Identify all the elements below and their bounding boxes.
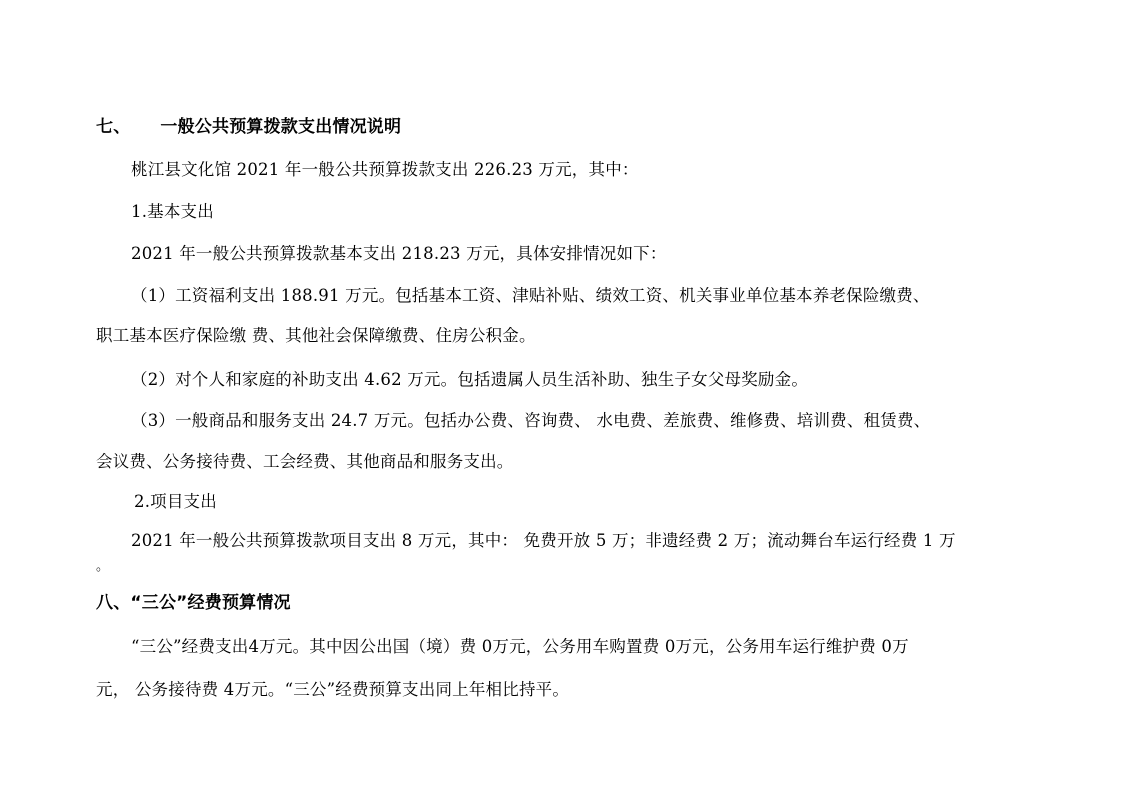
- section8-line2: 元， 公务接待费 4万元。“三公”经费预算支出同上年相比持平。: [96, 680, 570, 699]
- section7-number: 七、: [96, 117, 131, 137]
- project-expenditure-title: 2.项目支出: [134, 492, 217, 511]
- project-expenditure-line1: 2021 年一般公共预算拨款项目支出 8 万元，其中： 免费开放 5 万；非遗经费 2 万；流动舞台车运行经费 1 万: [131, 531, 956, 550]
- section7-heading: [96, 116, 401, 138]
- project-expenditure-line2: 。: [96, 559, 110, 574]
- basic-expenditure-intro: 2021 年一般公共预算拨款基本支出 218.23 万元，具体安排情况如下：: [131, 244, 667, 263]
- section8-line1: “三公”经费支出4万元。其中因公出国（境）费 0万元，公务用车购置费 0万元，公务用车运行维护费 0万: [131, 637, 909, 656]
- item3-line1: （3）一般商品和服务支出 24.7 万元。包括办公费、咨询费、 水电费、差旅费、维修费、培训费、租赁费、: [131, 411, 931, 430]
- item1-line1: （1）工资福利支出 188.91 万元。包括基本工资、津贴补贴、绩效工资、机关事业单位基本养老保险缴费、: [131, 286, 930, 305]
- item1-line2: 职工基本医疗保险缴 费、其他社会保障缴费、住房公积金。: [96, 326, 536, 345]
- item3-line2: 会议费、公务接待费、工会经费、其他商品和服务支出。: [96, 452, 514, 471]
- section8-heading: 八、“三公”经费预算情况: [96, 593, 291, 613]
- section7-title: 一般公共预算拨款支出情况说明: [160, 117, 402, 137]
- section7-intro: 桃江县文化馆 2021 年一般公共预算拨款支出 226.23 万元，其中：: [131, 160, 639, 179]
- item2: （2）对个人和家庭的补助支出 4.62 万元。包括遗属人员生活补助、独生子女父母奖励金。: [131, 370, 809, 389]
- basic-expenditure-title: 1.基本支出: [131, 202, 214, 221]
